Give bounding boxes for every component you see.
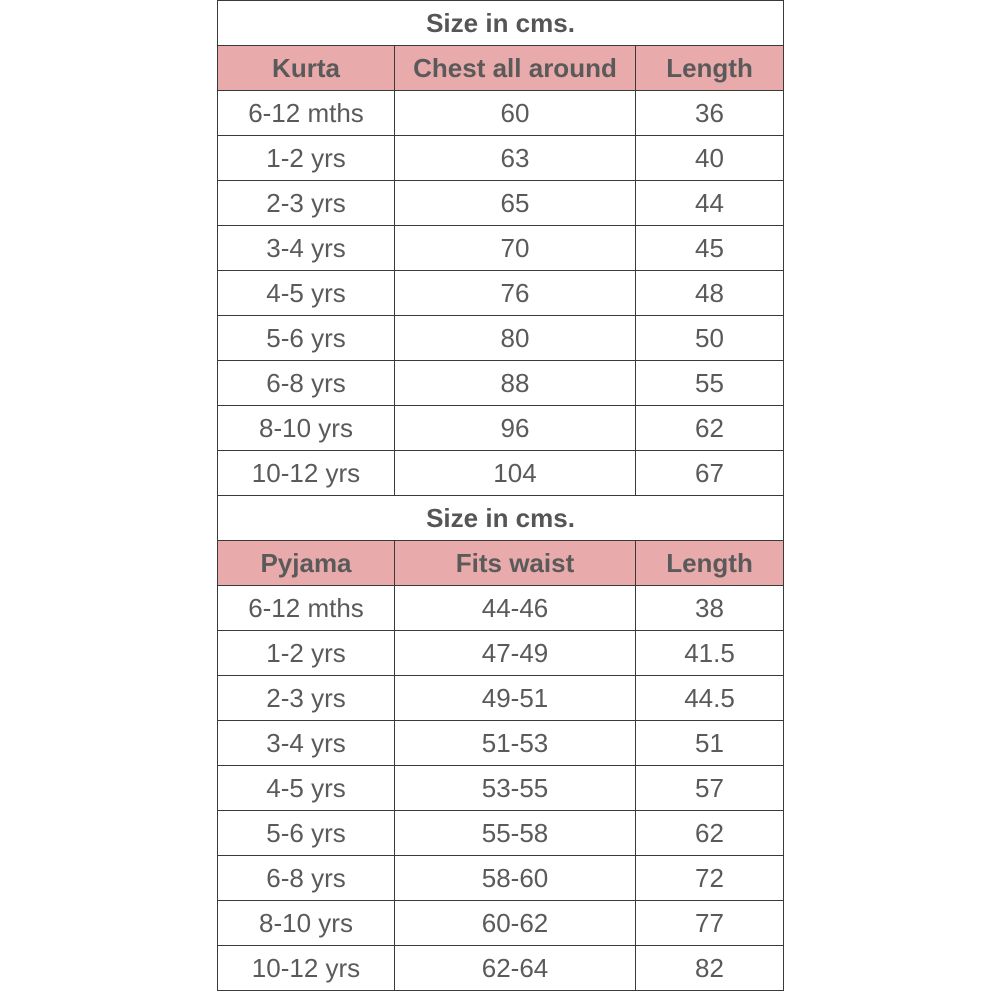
pyjama-header-length: Length: [636, 541, 784, 586]
kurta-length-cell: 55: [636, 361, 784, 406]
table-row: [218, 451, 784, 496]
pyjama-header-size: Pyjama: [218, 541, 395, 586]
table-row: [218, 271, 784, 316]
pyjama-size-cell: 6-12 mths: [218, 586, 395, 631]
kurta-size-cell: 5-6 yrs: [218, 316, 395, 361]
table-row: [218, 676, 784, 721]
table-row: [218, 316, 784, 361]
pyjama-length-cell: 38: [636, 586, 784, 631]
kurta-chest-cell: 96: [395, 406, 636, 451]
kurta-size-cell: 6-8 yrs: [218, 361, 395, 406]
pyjama-title-row: [218, 496, 784, 541]
kurta-length-cell: 67: [636, 451, 784, 496]
pyjama-waist-cell: 60-62: [395, 901, 636, 946]
kurta-size-cell: 3-4 yrs: [218, 226, 395, 271]
kurta-size-cell: 4-5 yrs: [218, 271, 395, 316]
pyjama-waist-cell: 62-64: [395, 946, 636, 991]
size-table: [217, 0, 784, 991]
pyjama-size-cell: 3-4 yrs: [218, 721, 395, 766]
pyjama-length-cell: 77: [636, 901, 784, 946]
table-row: [218, 856, 784, 901]
pyjama-length-cell: 82: [636, 946, 784, 991]
table-row: [218, 406, 784, 451]
pyjama-waist-cell: 51-53: [395, 721, 636, 766]
pyjama-size-cell: 4-5 yrs: [218, 766, 395, 811]
pyjama-section-title: Size in cms.: [218, 496, 784, 541]
size-table-body: [218, 1, 784, 991]
pyjama-waist-cell: 49-51: [395, 676, 636, 721]
kurta-chest-cell: 63: [395, 136, 636, 181]
kurta-chest-cell: 104: [395, 451, 636, 496]
pyjama-header-waist: Fits waist: [395, 541, 636, 586]
kurta-length-cell: 44: [636, 181, 784, 226]
table-row: [218, 136, 784, 181]
kurta-chest-cell: 65: [395, 181, 636, 226]
kurta-size-cell: 1-2 yrs: [218, 136, 395, 181]
table-row: [218, 721, 784, 766]
pyjama-size-cell: 5-6 yrs: [218, 811, 395, 856]
kurta-size-cell: 6-12 mths: [218, 91, 395, 136]
pyjama-length-cell: 72: [636, 856, 784, 901]
size-chart: [217, 0, 783, 991]
table-row: [218, 946, 784, 991]
pyjama-size-cell: 10-12 yrs: [218, 946, 395, 991]
kurta-section-title: Size in cms.: [218, 1, 784, 46]
table-row: [218, 586, 784, 631]
pyjama-waist-cell: 47-49: [395, 631, 636, 676]
table-row: [218, 226, 784, 271]
pyjama-length-cell: 51: [636, 721, 784, 766]
table-row: [218, 901, 784, 946]
kurta-chest-cell: 60: [395, 91, 636, 136]
kurta-header-size: Kurta: [218, 46, 395, 91]
pyjama-length-cell: 57: [636, 766, 784, 811]
table-row: [218, 181, 784, 226]
kurta-size-cell: 8-10 yrs: [218, 406, 395, 451]
pyjama-waist-cell: 58-60: [395, 856, 636, 901]
table-row: [218, 631, 784, 676]
table-row: [218, 811, 784, 856]
pyjama-size-cell: 1-2 yrs: [218, 631, 395, 676]
kurta-header-length: Length: [636, 46, 784, 91]
kurta-header-row: [218, 46, 784, 91]
pyjama-waist-cell: 55-58: [395, 811, 636, 856]
pyjama-waist-cell: 44-46: [395, 586, 636, 631]
pyjama-size-cell: 2-3 yrs: [218, 676, 395, 721]
pyjama-waist-cell: 53-55: [395, 766, 636, 811]
kurta-header-chest: Chest all around: [395, 46, 636, 91]
pyjama-size-cell: 8-10 yrs: [218, 901, 395, 946]
table-row: [218, 766, 784, 811]
kurta-length-cell: 62: [636, 406, 784, 451]
kurta-length-cell: 40: [636, 136, 784, 181]
kurta-length-cell: 45: [636, 226, 784, 271]
pyjama-header-row: [218, 541, 784, 586]
kurta-size-cell: 10-12 yrs: [218, 451, 395, 496]
pyjama-size-cell: 6-8 yrs: [218, 856, 395, 901]
kurta-length-cell: 50: [636, 316, 784, 361]
kurta-chest-cell: 80: [395, 316, 636, 361]
kurta-length-cell: 36: [636, 91, 784, 136]
table-row: [218, 91, 784, 136]
kurta-size-cell: 2-3 yrs: [218, 181, 395, 226]
pyjama-length-cell: 44.5: [636, 676, 784, 721]
pyjama-length-cell: 41.5: [636, 631, 784, 676]
kurta-length-cell: 48: [636, 271, 784, 316]
kurta-chest-cell: 76: [395, 271, 636, 316]
pyjama-length-cell: 62: [636, 811, 784, 856]
table-row: [218, 361, 784, 406]
kurta-chest-cell: 88: [395, 361, 636, 406]
kurta-chest-cell: 70: [395, 226, 636, 271]
kurta-title-row: [218, 1, 784, 46]
